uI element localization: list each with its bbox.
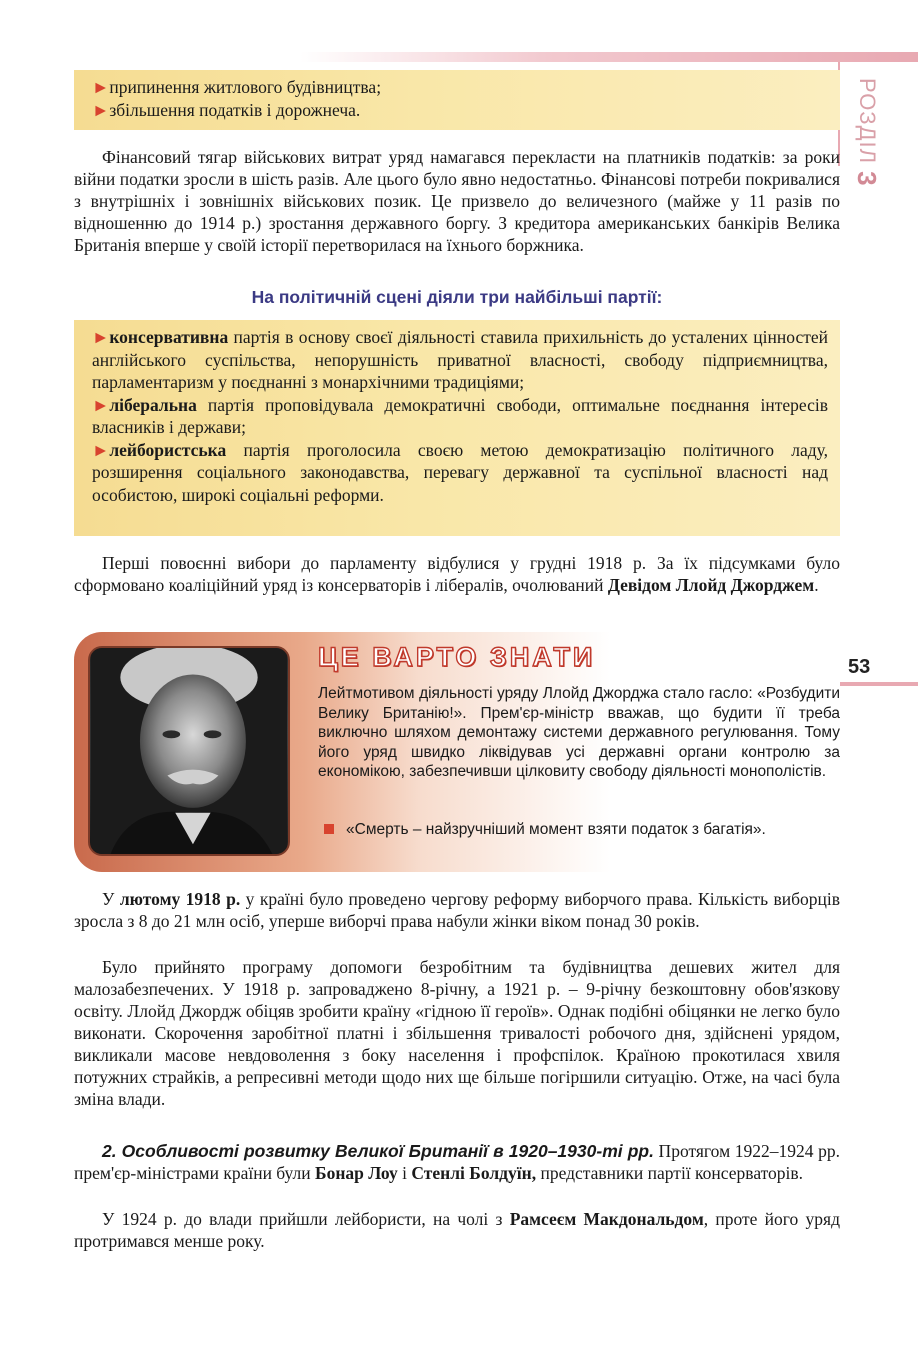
paragraph-section-2: 2. Особливості розвитку Великої Британії в 1920–1930-ті рр. Протягом 1922–1924 рр. прем'єр-міністрами країни були Бонар Лоу і Стенлі Болдуїн, представники партії консерваторів. xyxy=(74,1141,840,1183)
page-number: 53 xyxy=(848,656,871,678)
paragraph-finance: Фінансовий тягар військових витрат уряд намагався перекласти на платників податків: за роки війни податки зросли в шість разів. Але цього було явно недостатньо. Фінансові потреби покривалися з внутрішніх і зовнішніх військових позик. Це призвело до величезного (майже у 11 разів по відношенню до 1914 р.) зростання державного боргу. З кредитора американських банкірів Велика Британія вперше у своїй історії перетворилася на їхнього боржника. xyxy=(74,147,840,255)
consequences-box xyxy=(74,70,840,130)
list-item: ►консервативна партія в основу своєї діяльності ставила прихильність до усталених цінностей англійського суспільства, непорушність приватної власності, свободу підприємництва, парламентаризм у поєднанні з монархічними традиціями; xyxy=(92,327,828,392)
paragraph-programs: Було прийнято програму допомоги безробітним та будівництва дешевих жител для малозабезпечених. У 1918 р. запроваджено 8-річну, а 1921 р. – 9-річну безкоштовну обов'язкову освіту. Ллойд Джордж обіцяв зробити країну «гідною її героїв». Однак подібні обіцянки не легко було виконати. Скорочення заробітної платні і збільшення тривалості робочого дня, здійснені урядом, викликали масове невдоволення з боку населення і профспілок. Країною прокотилася хвиля потужних страйків, а репресивні методи щодо них ще більше погіршили ситуацію. Отже, на часі була зміна влади. xyxy=(74,957,840,1109)
list-item: ►припинення житлового будівництва; xyxy=(92,77,382,97)
parties-box xyxy=(74,320,840,536)
paragraph-elections: Перші повоєнні вибори до парламенту відбулися у грудні 1918 р. За їх підсумками було сформовано коаліційний уряд із консерваторів і лібералів, очолюваний Девідом Ллойд Джорджем. xyxy=(74,553,840,595)
callout-quote: «Смерть – найзручніший момент взяти податок з багатія». xyxy=(318,820,840,840)
triangle-bullet-icon: ► xyxy=(92,100,110,120)
page-number-rule xyxy=(840,682,918,686)
section-heading: 2. Особливості розвитку Великої Британії в 1920–1930-ті рр. xyxy=(102,1141,654,1161)
triangle-bullet-icon: ► xyxy=(92,327,110,347)
paragraph-labour: У 1924 р. до влади прийшли лейбористи, на чолі з Рамсеєм Макдональдом, проте його уряд протримався менше року. xyxy=(74,1209,840,1251)
chapter-number: 3 xyxy=(852,171,882,187)
paragraph-reform: У лютому 1918 р. у країні було проведено чергову реформу виборчого права. Кількість виборців зросла з 8 до 21 млн осіб, уперше виборчі права набули жінки віком понад 30 років. xyxy=(74,889,841,931)
list-item: ►збільшення податків і дорожнеча. xyxy=(92,100,361,120)
portrait-photo xyxy=(88,646,290,856)
top-decor-stripe xyxy=(300,52,918,62)
callout-title: ЦЕ ВАРТО ЗНАТИ xyxy=(318,642,596,672)
triangle-bullet-icon: ► xyxy=(92,439,110,460)
list-item: ►лейбористська партія проголосила своєю метою демократизацію політичного ладу, розширення соціального законодавства, перевагу державної та суспільної власності над особистою, широкі соціальні реформи. xyxy=(92,439,828,505)
triangle-bullet-icon: ► xyxy=(92,77,110,97)
portrait-icon xyxy=(90,648,288,854)
triangle-bullet-icon: ► xyxy=(92,394,110,415)
list-item: ►ліберальна партія проповідувала демократичні свободи, оптимальне поєднання інтересів власників і держави; xyxy=(92,394,828,437)
callout-text: Лейтмотивом діяльності уряду Ллойд Джорджа стало гасло: «Розбудити Велику Британію!». Прем'єр-міністр вважав, що будити її треба виключно шляхом демонтажу системи державного регулювання. Тому його уряд швидко ліквідував усі державні органи контролю за економікою, забезпечивши цілковиту свободу діяльності монополістів. xyxy=(318,685,840,780)
square-bullet-icon xyxy=(324,824,334,834)
chapter-word: РОЗДІЛ xyxy=(855,78,880,165)
chapter-label xyxy=(842,78,882,188)
parties-heading: На політичній сцені діяли три найбільші партії: xyxy=(251,287,663,307)
did-you-know-callout xyxy=(74,632,840,872)
